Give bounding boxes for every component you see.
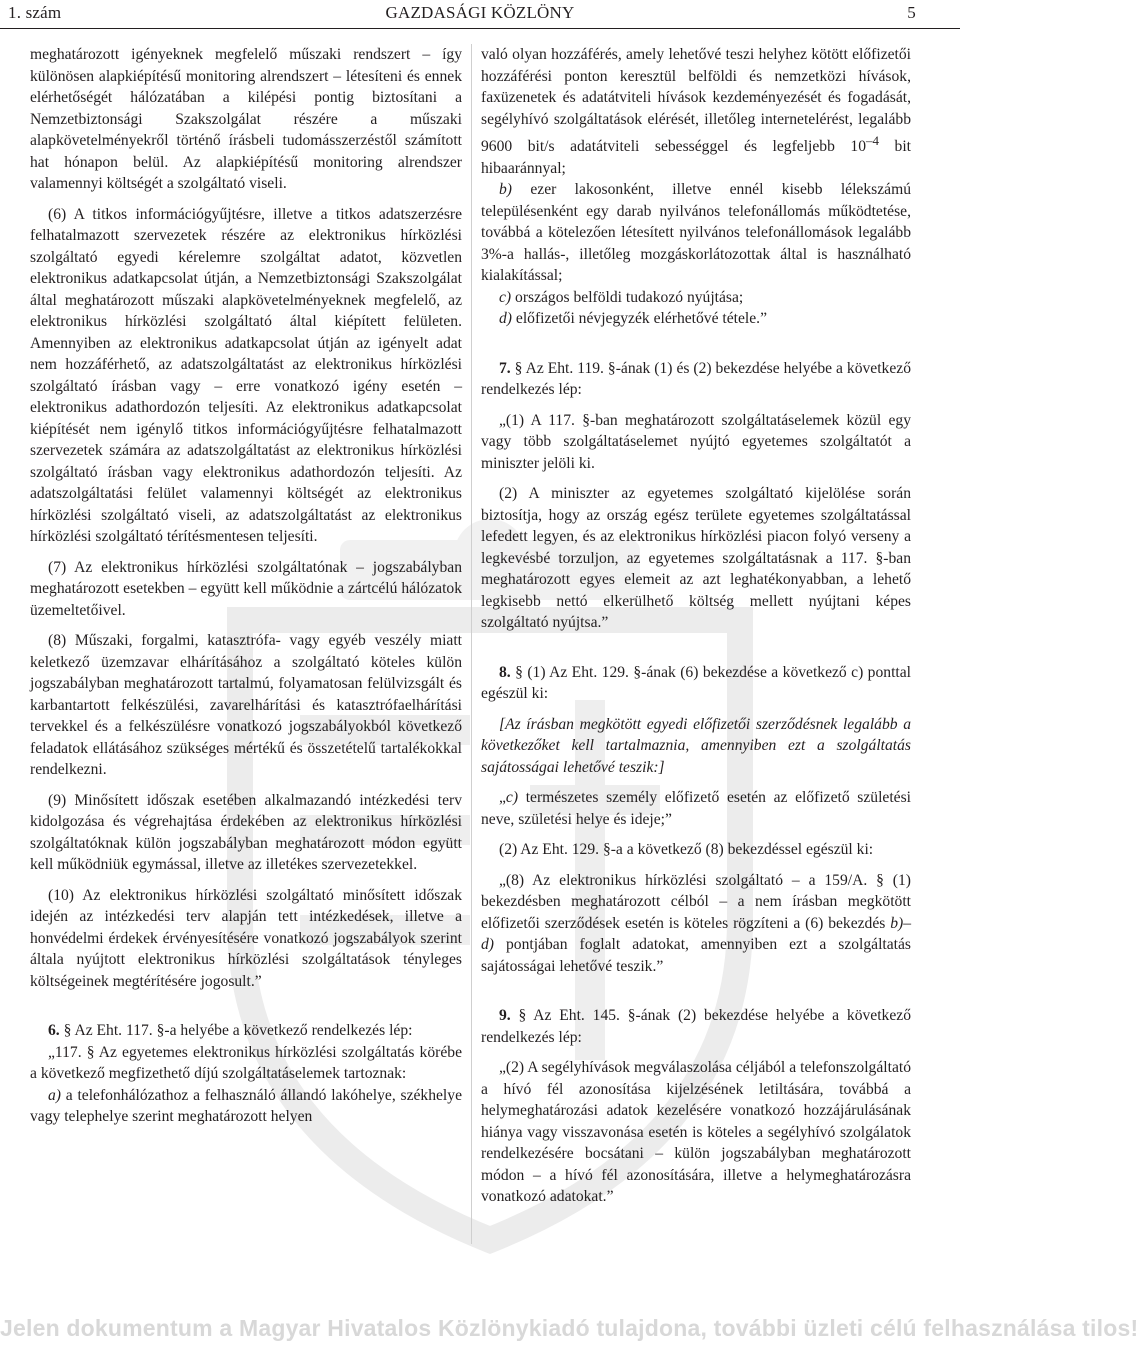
section-6-number: 6. (48, 1022, 60, 1039)
section-9-paragraph-1: „(2) A segélyhívások megválaszolása céljából a telefonszolgáltató a hívó fél azonosítása kijelzésének letiltására, továbbá a helymeghatározási adatok kezelésére vonatkozó hozzájárulásának hiánya vagy visszavonása esetén is köteles a segélyhívó szolgálatok rendelkezésére bocsátani – külön jogszabályban meghatározott módon – a hívó fél azonosítására, illetve a helymeghatározásra vonatkozó adatokat.” (481, 1059, 911, 1206)
section-8-heading (481, 662, 911, 705)
section-9-heading (481, 1005, 911, 1048)
item-d-text: előfizetői névjegyzék elérhetővé tétele.” (512, 310, 767, 328)
section-8-paragraph-2: (2) Az Eht. 129. §-a a következő (8) bekezdéssel egészül ki: (499, 841, 874, 859)
item-d (481, 308, 911, 330)
paragraph-10: (10) Az elektronikus hírközlési szolgáltató minősített időszak idején az intézkedési terv alapján tett intézkedések, illetve a honvédelmi érdekek érvényesítésére vonatkozó jogszabályok szerint általa nyújtott elektronikus hírközlési szolgáltatások tényleges költségeinek megtérítésére jogosult.” (30, 886, 462, 990)
section-7-text: § Az Eht. 119. §-ának (1) és (2) bekezdése helyébe a következő rendelkezés lép: (481, 359, 911, 399)
issue-number: 1. szám (8, 3, 62, 22)
item-a-tail: bit hibaaránnyal; (481, 138, 911, 177)
page-header (0, 0, 960, 30)
left-column (30, 44, 462, 1128)
section-7-number: 7. (499, 359, 511, 377)
footer-watermark: Jelen dokumentum a Magyar Hivatalos Közlönykiadó tulajdona, további üzleti célú felhasználása tilos! (0, 1315, 1138, 1341)
paragraph-7: (7) Az elektronikus hírközlési szolgáltatónak – jogszabályban meghatározott esetekben – együtt kell működnie a zártcélú hálózatok üzemeltetőivel. (30, 558, 462, 619)
header-rule (0, 28, 960, 29)
paragraph-6: (6) A titkos információgyűjtésre, illetve a titkos adatszerzésre felhatalmazott szervezetek részére az elektronikus hírközlési szolgáltató egyedi kérelemre szolgáltat adatot, közvetlen elektronikus adatkapcsolat útján, a Nemzetbiztonsági Szakszolgálat által meghatározott műszaki alapkövetelményeknek megfelelő, az elektronikus hírközlési szolgáltató által kiépített felületen. Amennyiben az elektronikus adatkapcsolat útján az igényelt adat nem hozzáférhető, az adatszolgáltatást az elektronikus hírközlési szolgáltató írásban vagy – erre vonatkozó igény esetén – elektronikus adathordozón teljesíti. Az elektronikus adatkapcsolat kiépítését nem igénylő titkos információgyűjtésre felhatalmazott szervezetek számára az adatszolgáltatást az elektronikus hírközlési szolgáltató írásban vagy elektronikus adathordozón teljesíti. Az adatszolgáltatási felület valamennyi költségét az elektronikus hírközlési szolgáltató viseli, az adatszolgáltatást az elektronikus hírközlési szolgáltató térítésmentesen teljesíti. (30, 205, 462, 545)
item-a-text: a telefonhálózathoz a felhasználó állandó lakóhelye, székhelye vagy telephelye szerint meghatározott helyen (30, 1086, 462, 1125)
exponent: –4 (866, 133, 879, 148)
section-6-heading (30, 1020, 462, 1042)
section-7-heading (481, 358, 911, 401)
section-8-paragraph-3-post: pontjában foglalt adatokat, amennyiben ezt a szolgáltatás sajátosságai lehetővé teszik.” (481, 936, 911, 975)
section-6-quote: „117. § Az egyetemes elektronikus hírközlési szolgáltatás körébe a következő megfizethető díjú szolgáltatáselemek tartoznak: (30, 1043, 462, 1082)
section-8-paragraph-3-italic: b)–d) (481, 914, 911, 954)
right-column (481, 44, 911, 1208)
section-8-italic-preamble: [Az írásban megkötött egyedi előfizetői szerződésnek legalább a következőket kell tartalmaznia, amennyiben ezt a szolgáltatás sajátosságai lehetővé teszik:] (481, 715, 911, 776)
column-divider (471, 44, 472, 1244)
item-a-continued (481, 44, 911, 179)
item-a-label: a) (48, 1086, 61, 1104)
section-8-paragraph-3-pre: „(8) Az elektronikus hírközlési szolgáltató – a 159/A. § (1) bekezdésben meghatározott célból – a nem írásban megkötött előfizetői szerződések esetén is köteles rögzíteni a (6) bekezdés (481, 871, 911, 932)
section-9-text: § Az Eht. 145. §-ának (2) bekezdése helyébe a következő rendelkezés lép: (481, 1007, 911, 1046)
section-8-paragraph-3 (481, 870, 911, 978)
section-8-item-c-label: c) (505, 789, 519, 807)
section-7-paragraph-1: „(1) A 117. §-ban meghatározott szolgáltatáselemek közül egy vagy több szolgáltatáselemet nyújtó egyetemes szolgáltatót a miniszter jelöli ki. (481, 411, 911, 472)
section-9-number: 9. (499, 1007, 511, 1025)
item-c-label: c) (499, 288, 512, 306)
item-c (481, 287, 911, 309)
open-quote: „ (499, 789, 506, 807)
section-8-item-c-text: természetes személy előfizető esetén az előfizető születési neve, születési helye és ideje;” (481, 789, 911, 828)
section-6-item-a (30, 1085, 462, 1128)
item-b-label: b) (499, 181, 512, 199)
item-d-label: d) (499, 310, 512, 328)
paragraph-8: (8) Műszaki, forgalmi, katasztrófa- vagy egyéb veszély miatt keletkező üzemzavar elhárításához a szolgáltató köteles külön jogszabályban meghatározott tartalmú, folyamatosan felülvizsgált és karbantartott felkészülési, zavarelhárítási és katasztrófaelhárítási tervekkel és a felkészülésre vonatkozó jogszabályokból következő feladatok ellátásához szükséges mértékű és összetételű tartalékokkal rendelkezni. (30, 632, 462, 778)
item-b (481, 179, 911, 287)
section-6-text: § Az Eht. 117. §-a helyébe a következő rendelkezés lép: (63, 1022, 413, 1039)
section-7-paragraph-2: (2) A miniszter az egyetemes szolgáltató kijelölése során biztosítja, hogy az ország egész területe egyetemes szolgáltatással lefedett legyen, és az elektronikus hírközlési piacon folyó verseny a legkevésbé torzuljon, az egyetemes szolgáltatásnak a 117. §-ban meghatározott egyes elemeit az azt leghatékonyabban, a lehető legkisebb nettó elkerülhető költség mellett nyújtani képes szolgáltató nyújtsa.” (481, 485, 911, 632)
paragraph-9: (9) Minősített időszak esetében alkalmazandó intézkedési terv kidolgozása és végrehajtása érdekében az elektronikus hírközlési szolgáltatóknak külön jogszabályban meghatározott módon együtt kell működniük egymással, illetve az illetékes szervezetekkel. (30, 791, 462, 873)
page-number: 5 (907, 3, 916, 22)
section-8-text: § (1) Az Eht. 129. §-ának (6) bekezdése a következő c) ponttal egészül ki: (481, 663, 911, 703)
item-b-text: ezer lakosonként, illetve ennél kisebb lélekszámú településenként egy darab nyilvános telefonállomás működtetése, továbbá a kötelezően létesített nyilvános telefonállomások legalább 3%-a hallás-, illetőleg mozgáskorlátozottak által is használható kialakítással; (481, 181, 911, 285)
journal-title: GAZDASÁGI KÖZLÖNY (385, 3, 575, 22)
section-8-number: 8. (499, 663, 511, 681)
item-a-continued-text: való olyan hozzáférés, amely lehetővé teszi helyhez kötött előfizetői hozzáférési ponton keresztül belföldi és nemzetközi hívások, faxüzenetek és adatátviteli hívások kezdeményezését és fogadását, segélyhívó szolgáltatások elérését, illetőleg internetelérést, legalább 9600 bit/s adatátviteli sebességgel és legfeljebb 10 (481, 46, 911, 156)
paragraph-continued: meghatározott igényeknek megfelelő műszaki rendszert – így különösen alapkiépítésű monitoring alrendszert – létesíteni és ennek elérhetőségét hálózatában a kilépési pontig biztosítani a Nemzetbiztonsági Szakszolgálat részére a műszaki alapkövetelményekről történő írásbeli tudomásszerzéstől számított hat hónapon belül. Az alapkiépítésű monitoring alrendszer valamennyi költségét a szolgáltató viseli. (30, 46, 462, 192)
section-8-item-c (481, 787, 911, 830)
item-c-text: országos belföldi tudakozó nyújtása; (511, 288, 744, 306)
